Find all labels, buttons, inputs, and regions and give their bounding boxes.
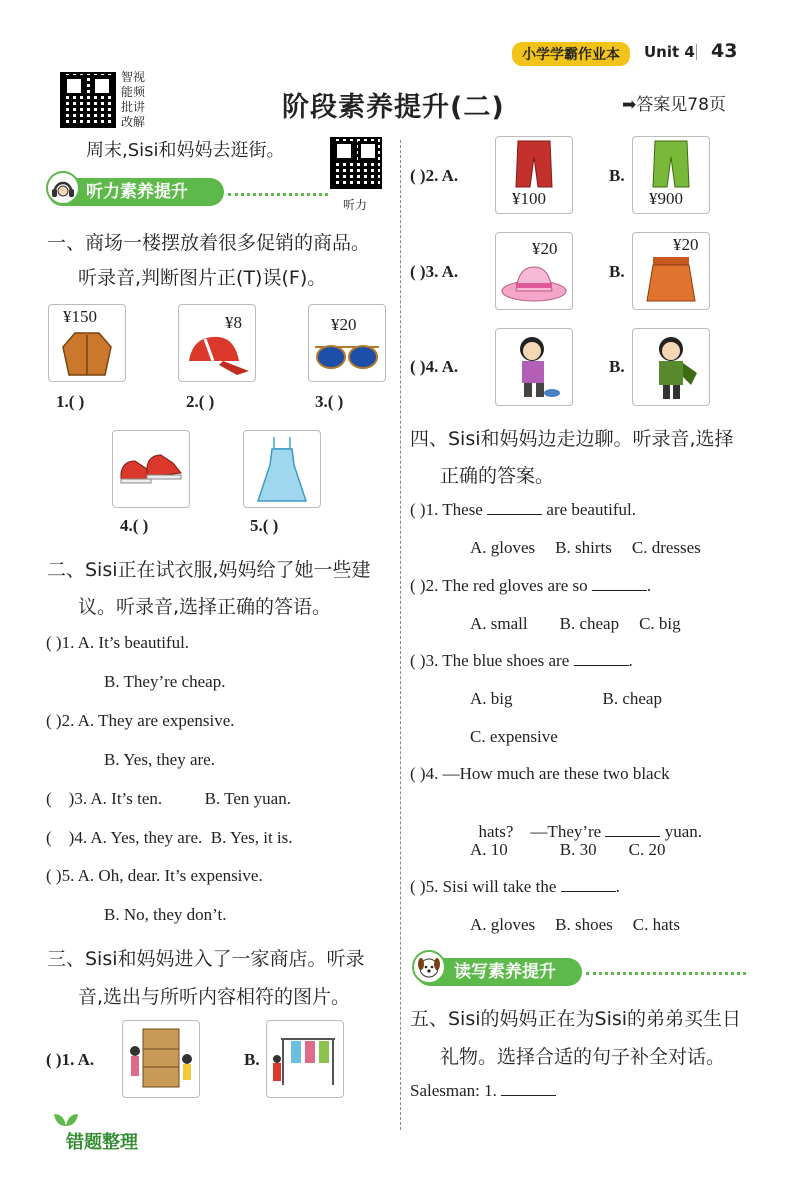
s3-q4: ( )4. A. [410,357,459,376]
section2-heading-line1: 二、Sisi正在试衣服,妈妈给了她一些建 [47,559,371,581]
unit-label: Unit 4 [644,43,695,61]
s4-q3: ( )3. The blue shoes are . [410,651,633,670]
s4-q4-line2: hats? —They’re yuan. [478,822,703,841]
blank[interactable] [501,1081,556,1096]
s3-q1-b-label: B. [244,1050,260,1069]
column-divider [400,140,401,1130]
s4-q2: ( )2. The red gloves are so . [410,576,652,595]
blank[interactable] [605,822,660,837]
s4-q2-options: A. small B. cheap C. big [470,614,681,633]
section1-heading-line2: 听录音,判断图片正(T)误(F)。 [78,267,327,289]
s4-q5: ( )5. Sisi will take the . [410,877,620,896]
section4-heading-line2: 正确的答案。 [440,465,555,487]
girl-shoes-icon [506,333,562,401]
s3-q1-picture-a [122,1020,200,1098]
s4-q1-options: A. gloves B. shirts C. dresses [470,538,701,557]
s3-q3-picture-b: ¥20 [632,232,710,310]
clothes-rack-icon [271,1029,339,1089]
item4-label: 4.( ) [120,516,149,535]
item5-label: 5.( ) [250,516,279,535]
answer-ref: ➡答案见78页 [622,95,726,115]
item-sunglasses: ¥20 [308,304,386,382]
s3-q3-picture-a: ¥20 [495,232,573,310]
s3-q2-picture-a: ¥100 [495,136,573,214]
s2-q1a: ( )1. A. It’s beautiful. [46,633,190,652]
s4-q4-options: A. 10 B. 30 C. 20 [470,840,666,859]
red-trousers-icon [514,139,554,189]
listen-qr-label: 听力 [343,198,368,212]
s2-q1b: B. They’re cheap. [104,672,226,691]
intro-text: 周末,Sisi和妈妈去逛街。 [86,140,285,161]
item-dress [243,430,321,508]
s3-q2: ( )2. A. [410,166,459,185]
footer-label: 错题整理 [66,1132,138,1153]
arrow-right-icon: ➡ [622,95,637,115]
book-tag: 小学学霸作业本 [512,42,630,66]
dog-mascot-icon [412,950,446,984]
blank[interactable] [574,651,629,666]
s3-q2-picture-b: ¥900 [632,136,710,214]
s3-q1-picture-b [266,1020,344,1098]
s4-q3-option-c: C. expensive [470,727,558,746]
qr-side-text: 智视 能频 批讲 改解 [121,70,146,129]
listen-qr-icon [330,137,382,189]
s2-q2a: ( )2. A. They are expensive. [46,711,235,730]
shop-shelf-icon [127,1025,195,1093]
item1-label: 1.( ) [56,392,85,411]
s4-q1: ( )1. These are beautiful. [410,500,637,519]
s3-q4-picture-a [495,328,573,406]
s4-q3-options: A. big B. cheap [470,689,662,708]
s4-q5-options: A. gloves B. shoes C. hats [470,915,681,934]
listening-banner: 听力素养提升 [48,178,224,206]
blank[interactable] [487,500,542,515]
headphones-icon [46,171,80,205]
sunglasses-icon [313,339,381,373]
s3-q3-b-label: B. [609,262,625,281]
section3-heading-line2: 音,选出与所听内容相符的图片。 [78,986,351,1008]
qr-code-icon [60,72,116,128]
s2-q4: ( )4. A. Yes, they are. B. Yes, it is. [46,828,293,847]
item-cap: ¥8 [178,304,256,382]
s3-q1: ( )1. A. [46,1050,95,1069]
blank[interactable] [592,576,647,591]
section2-heading-line2: 议。听录音,选择正确的答语。 [78,596,332,618]
banner-dots [228,193,328,196]
s5-line1: Salesman: 1. [410,1081,556,1101]
pink-hat-icon [500,261,568,303]
orange-skirt-icon [645,255,697,305]
cap-icon [183,331,251,377]
shoes-icon [117,449,185,491]
s3-q4-b-label: B. [609,357,625,376]
s3-q3: ( )3. A. [410,262,459,281]
page-title: 阶段素养提升(二) [282,92,505,123]
section3-heading-line1: 三、Sisi和妈妈进入了一家商店。听录 [47,948,365,970]
item3-label: 3.( ) [315,392,344,411]
s3-q2-b-label: B. [609,166,625,185]
section5-heading-line2: 礼物。选择合适的句子补全对话。 [440,1046,726,1068]
header-divider [696,44,697,60]
s2-q2b: B. Yes, they are. [104,750,215,769]
s4-q4-line1: ( )4. —How much are these two black [410,764,670,783]
section1-heading-line1: 一、商场一楼摆放着很多促销的商品。 [47,232,371,254]
jacket-icon [61,329,113,377]
green-trousers-icon [651,139,691,189]
banner-dots [586,972,746,975]
s2-q5b: B. No, they don’t. [104,905,227,924]
item-jacket: ¥150 [48,304,126,382]
section4-heading-line1: 四、Sisi和妈妈边走边聊。听录音,选择 [410,428,734,450]
s3-q4-picture-b [632,328,710,406]
item-shoes [112,430,190,508]
dress-icon [256,435,308,503]
blank[interactable] [561,877,616,892]
reading-banner: 读写素养提升 [416,958,582,986]
section5-heading-line1: 五、Sisi的妈妈正在为Sisi的弟弟买生日 [410,1008,742,1030]
item2-label: 2.( ) [186,392,215,411]
page-number: 43 [711,40,738,62]
s2-q3: ( )3. A. It’s ten. B. Ten yuan. [46,789,291,808]
girl-jacket-icon [643,333,699,401]
s2-q5a: ( )5. A. Oh, dear. It’s expensive. [46,866,263,885]
